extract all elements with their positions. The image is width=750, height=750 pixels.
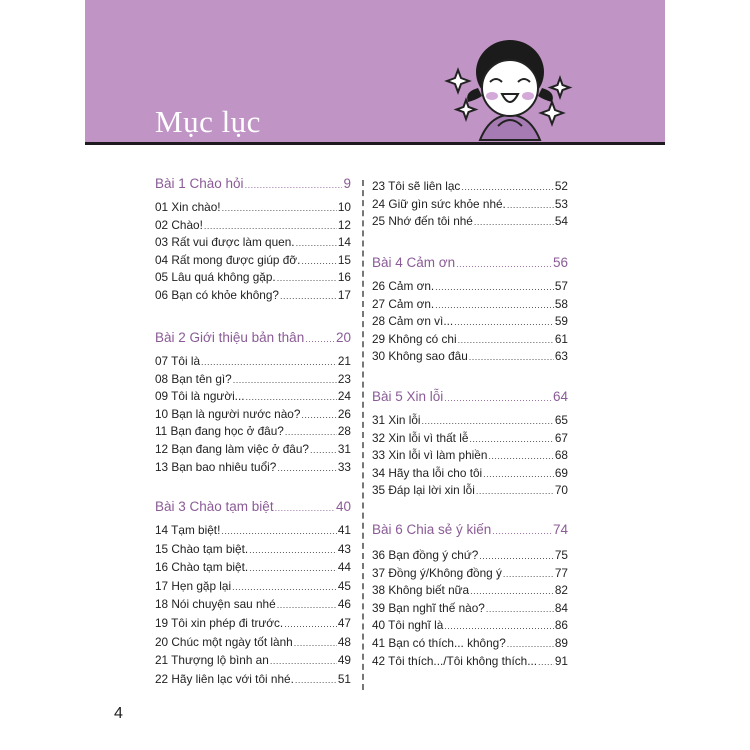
entry-page: 16 bbox=[337, 270, 351, 285]
section-page: 64 bbox=[552, 389, 568, 404]
toc-entry[interactable] bbox=[155, 389, 351, 407]
section-header[interactable] bbox=[372, 255, 568, 277]
section-page: 56 bbox=[552, 255, 568, 270]
toc-entry[interactable] bbox=[155, 597, 351, 616]
toc-section bbox=[372, 522, 568, 671]
toc-entry[interactable] bbox=[155, 653, 351, 672]
dot-leader bbox=[222, 203, 337, 213]
dot-leader bbox=[295, 675, 337, 685]
section-title: Bài 3 Chào tạm biệt bbox=[155, 499, 274, 514]
toc-entry[interactable] bbox=[155, 372, 351, 390]
entry-title: 30 Không sao đâu bbox=[372, 349, 468, 364]
entry-page: 65 bbox=[554, 413, 568, 427]
dot-leader bbox=[246, 392, 337, 402]
dot-leader bbox=[492, 526, 552, 536]
dot-leader bbox=[435, 300, 554, 310]
toc-entry[interactable] bbox=[372, 566, 568, 584]
section-header[interactable] bbox=[155, 330, 351, 352]
entry-title: 25 Nhớ đến tôi nhé bbox=[372, 214, 473, 229]
toc-entry[interactable] bbox=[372, 197, 568, 215]
section-page: 9 bbox=[343, 176, 351, 191]
toc-entry[interactable] bbox=[372, 431, 568, 449]
dot-leader bbox=[285, 427, 337, 437]
dot-leader bbox=[479, 551, 554, 561]
entry-page: 45 bbox=[337, 578, 351, 593]
entry-page: 10 bbox=[337, 200, 351, 214]
dot-leader bbox=[310, 445, 337, 455]
entry-page: 53 bbox=[554, 196, 568, 211]
dot-leader bbox=[458, 335, 554, 345]
section-title: Bài 5 Xin lỗi bbox=[372, 389, 444, 404]
dot-leader bbox=[507, 200, 554, 210]
section-header[interactable] bbox=[372, 522, 568, 544]
entry-title: 11 Bạn đang học ở đâu? bbox=[155, 424, 284, 439]
dot-leader bbox=[454, 317, 554, 327]
dot-leader bbox=[301, 256, 337, 266]
entry-title: 01 Xin chào! bbox=[155, 200, 221, 214]
dot-leader bbox=[503, 569, 554, 579]
toc-section bbox=[372, 179, 568, 232]
entry-page: 67 bbox=[554, 430, 568, 445]
entry-page: 41 bbox=[337, 523, 351, 537]
section-title: Bài 6 Chia sẻ ý kiến bbox=[372, 522, 492, 537]
dot-leader bbox=[277, 600, 337, 610]
entry-title: 02 Chào! bbox=[155, 217, 203, 232]
toc-entry[interactable] bbox=[372, 583, 568, 601]
toc-entry[interactable] bbox=[155, 235, 351, 253]
entry-page: 63 bbox=[554, 349, 568, 364]
entry-title: 14 Tạm biệt! bbox=[155, 523, 221, 537]
entry-page: 70 bbox=[554, 483, 568, 498]
entry-page: 47 bbox=[337, 615, 351, 630]
dot-leader bbox=[277, 273, 337, 283]
dot-leader bbox=[470, 586, 554, 596]
dot-leader bbox=[204, 221, 337, 231]
entry-page: 49 bbox=[337, 653, 351, 668]
dot-leader bbox=[284, 619, 337, 629]
entry-title: 09 Tôi là người... bbox=[155, 389, 245, 404]
dot-leader bbox=[444, 393, 552, 403]
dot-leader bbox=[275, 503, 335, 513]
entry-page: 14 bbox=[337, 235, 351, 250]
dot-leader bbox=[249, 563, 337, 573]
entry-title: 32 Xin lỗi vì thất lễ bbox=[372, 430, 469, 445]
entry-title: 16 Chào tạm biệt. bbox=[155, 560, 249, 575]
toc-section bbox=[155, 499, 351, 690]
entry-page: 17 bbox=[337, 287, 351, 302]
entry-page: 48 bbox=[337, 634, 351, 649]
toc-entry[interactable] bbox=[155, 270, 351, 288]
entry-title: 27 Cảm ơn. bbox=[372, 296, 435, 311]
toc-entry[interactable] bbox=[372, 466, 568, 484]
dot-leader bbox=[488, 451, 553, 461]
toc-entry[interactable] bbox=[372, 448, 568, 466]
dot-leader bbox=[483, 469, 554, 479]
entry-page: 23 bbox=[337, 371, 351, 386]
entry-page: 84 bbox=[554, 600, 568, 615]
entry-title: 24 Giữ gìn sức khỏe nhé. bbox=[372, 196, 506, 211]
entry-title: 26 Cảm ơn. bbox=[372, 279, 435, 293]
toc-entry[interactable] bbox=[372, 214, 568, 232]
entry-title: 19 Tôi xin phép đi trước. bbox=[155, 615, 284, 630]
toc-section bbox=[372, 389, 568, 501]
entry-title: 39 Bạn nghĩ thế nào? bbox=[372, 600, 485, 615]
dot-leader bbox=[456, 259, 552, 269]
dot-leader bbox=[232, 582, 337, 592]
entry-page: 12 bbox=[337, 217, 351, 232]
entry-title: 10 Bạn là người nước nào? bbox=[155, 406, 301, 421]
dot-leader bbox=[233, 375, 337, 385]
toc-entry[interactable] bbox=[155, 407, 351, 425]
section-page: 40 bbox=[335, 499, 351, 514]
toc-entry[interactable] bbox=[155, 460, 351, 478]
dot-leader bbox=[444, 621, 554, 631]
toc-entry[interactable] bbox=[372, 601, 568, 619]
dot-leader bbox=[476, 486, 554, 496]
section-title: Bài 2 Giới thiệu bản thân bbox=[155, 330, 305, 345]
dot-leader bbox=[507, 639, 554, 649]
toc-entry[interactable] bbox=[372, 618, 568, 636]
entry-page: 86 bbox=[554, 618, 568, 633]
entry-page: 33 bbox=[337, 459, 351, 474]
entry-page: 52 bbox=[554, 179, 568, 193]
toc-entry[interactable] bbox=[155, 354, 351, 372]
entry-title: 28 Cảm ơn vì... bbox=[372, 314, 454, 329]
toc-entry[interactable] bbox=[155, 523, 351, 542]
entry-page: 89 bbox=[554, 635, 568, 650]
section-page: 74 bbox=[552, 522, 568, 537]
toc-entry[interactable] bbox=[155, 442, 351, 460]
entry-page: 57 bbox=[554, 279, 568, 293]
toc-entry[interactable] bbox=[155, 288, 351, 306]
entry-title: 08 Bạn tên gì? bbox=[155, 371, 232, 386]
entry-title: 06 Bạn có khỏe không? bbox=[155, 287, 279, 302]
entry-title: 38 Không biết nữa bbox=[372, 583, 470, 598]
entry-title: 42 Tôi thích.../Tôi không thích... bbox=[372, 653, 538, 668]
entry-title: 21 Thượng lộ bình an bbox=[155, 653, 269, 668]
entry-page: 82 bbox=[554, 583, 568, 598]
entry-title: 20 Chúc một ngày tốt lành bbox=[155, 634, 293, 649]
entry-page: 59 bbox=[554, 314, 568, 329]
entry-page: 54 bbox=[554, 214, 568, 229]
dot-leader bbox=[538, 657, 554, 667]
dot-leader bbox=[277, 463, 337, 473]
entry-page: 75 bbox=[554, 548, 568, 562]
entry-title: 07 Tôi là bbox=[155, 354, 201, 368]
toc-entry[interactable] bbox=[155, 635, 351, 654]
dot-leader bbox=[201, 357, 337, 367]
entry-title: 15 Chào tạm biệt. bbox=[155, 541, 249, 556]
entry-title: 03 Rất vui được làm quen. bbox=[155, 235, 295, 250]
dot-leader bbox=[221, 526, 337, 536]
entry-page: 69 bbox=[554, 465, 568, 480]
entry-title: 18 Nói chuyện sau nhé bbox=[155, 597, 276, 612]
entry-page: 43 bbox=[337, 541, 351, 556]
toc-entry[interactable] bbox=[155, 560, 351, 579]
toc-section bbox=[155, 330, 351, 477]
dot-leader bbox=[245, 180, 343, 190]
toc-entry[interactable] bbox=[372, 279, 568, 297]
entry-page: 15 bbox=[337, 252, 351, 267]
dot-leader bbox=[469, 434, 553, 444]
entry-page: 26 bbox=[337, 406, 351, 421]
entry-title: 22 Hãy liên lạc với tôi nhé. bbox=[155, 671, 294, 686]
entry-page: 77 bbox=[554, 565, 568, 580]
toc-entry[interactable] bbox=[372, 548, 568, 566]
entry-title: 23 Tôi sẽ liên lạc bbox=[372, 179, 461, 193]
toc-entry[interactable] bbox=[155, 218, 351, 236]
dot-leader bbox=[461, 182, 554, 192]
dot-leader bbox=[249, 545, 337, 555]
entry-page: 46 bbox=[337, 597, 351, 612]
toc-entry[interactable] bbox=[372, 636, 568, 654]
header-banner bbox=[85, 0, 665, 145]
entry-page: 68 bbox=[554, 448, 568, 463]
toc-entry[interactable] bbox=[155, 616, 351, 635]
entry-page: 28 bbox=[337, 424, 351, 439]
dot-leader bbox=[486, 604, 554, 614]
page-title: Mục lục bbox=[155, 104, 261, 139]
entry-page: 31 bbox=[337, 441, 351, 456]
entry-page: 44 bbox=[337, 560, 351, 575]
entry-title: 34 Hãy tha lỗi cho tôi bbox=[372, 465, 483, 480]
entry-title: 04 Rất mong được giúp đỡ. bbox=[155, 252, 301, 267]
dot-leader bbox=[435, 282, 554, 292]
page-number: 4 bbox=[114, 705, 123, 722]
entry-page: 58 bbox=[554, 296, 568, 311]
entry-title: 05 Lâu quá không gặp. bbox=[155, 270, 276, 285]
dot-leader bbox=[294, 638, 337, 648]
dot-leader bbox=[301, 410, 336, 420]
entry-page: 24 bbox=[337, 389, 351, 404]
entry-title: 35 Đáp lại lời xin lỗi bbox=[372, 483, 475, 498]
section-page: 20 bbox=[335, 330, 351, 345]
toc-entry[interactable] bbox=[372, 332, 568, 350]
column-divider bbox=[362, 180, 364, 690]
dot-leader bbox=[305, 334, 335, 344]
dot-leader bbox=[270, 656, 337, 666]
toc-entry[interactable] bbox=[372, 483, 568, 501]
toc-entry[interactable] bbox=[155, 672, 351, 691]
entry-page: 91 bbox=[554, 653, 568, 668]
toc-entry[interactable] bbox=[155, 424, 351, 442]
toc-entry[interactable] bbox=[372, 654, 568, 672]
entry-title: 33 Xin lỗi vì làm phiền bbox=[372, 448, 488, 463]
entry-title: 17 Hẹn gặp lại bbox=[155, 578, 232, 593]
toc-section bbox=[372, 255, 568, 367]
entry-title: 36 Bạn đồng ý chứ? bbox=[372, 548, 479, 562]
entry-title: 37 Đồng ý/Không đồng ý bbox=[372, 565, 502, 580]
dot-leader bbox=[296, 238, 337, 248]
entry-title: 12 Bạn đang làm việc ở đâu? bbox=[155, 441, 309, 456]
toc-entry[interactable] bbox=[155, 200, 351, 218]
toc-entry[interactable] bbox=[155, 253, 351, 271]
toc-entry[interactable] bbox=[372, 314, 568, 332]
toc-section bbox=[155, 176, 351, 306]
entry-page: 21 bbox=[337, 354, 351, 368]
dot-leader bbox=[474, 217, 554, 227]
dot-leader bbox=[280, 291, 337, 301]
entry-title: 40 Tôi nghĩ là bbox=[372, 618, 444, 633]
toc-entry[interactable] bbox=[372, 179, 568, 197]
section-header[interactable] bbox=[155, 176, 351, 198]
entry-title: 13 Bạn bao nhiêu tuổi? bbox=[155, 459, 277, 474]
dot-leader bbox=[469, 352, 554, 362]
section-title: Bài 1 Chào hỏi bbox=[155, 176, 244, 191]
girl-mascot-illustration bbox=[440, 30, 580, 145]
section-header[interactable] bbox=[155, 499, 351, 521]
entry-title: 29 Không có chi bbox=[372, 331, 457, 346]
toc-entry[interactable] bbox=[372, 413, 568, 431]
dot-leader bbox=[422, 416, 554, 426]
entry-title: 31 Xin lỗi bbox=[372, 413, 421, 427]
entry-page: 61 bbox=[554, 331, 568, 346]
toc-entry[interactable] bbox=[372, 349, 568, 367]
section-title: Bài 4 Cảm ơn bbox=[372, 255, 456, 270]
entry-page: 51 bbox=[337, 671, 351, 686]
toc-entry[interactable] bbox=[155, 579, 351, 598]
entry-title: 41 Bạn có thích... không? bbox=[372, 635, 506, 650]
toc-entry[interactable] bbox=[372, 297, 568, 315]
section-header[interactable] bbox=[372, 389, 568, 411]
toc-entry[interactable] bbox=[155, 542, 351, 561]
